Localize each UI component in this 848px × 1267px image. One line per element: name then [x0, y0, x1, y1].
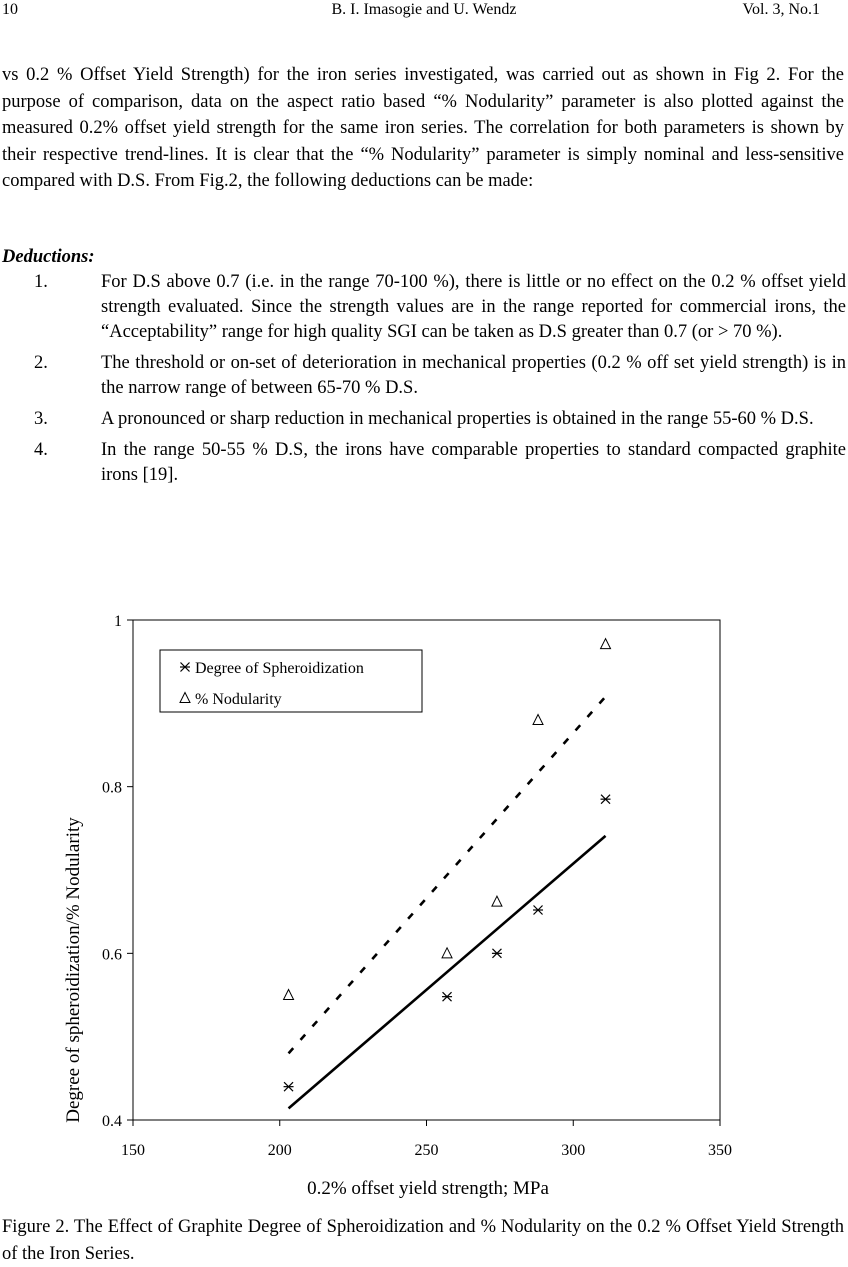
x-tick-label: 150 [121, 1142, 145, 1159]
x-axis-label: 0.2% offset yield strength; MPa [307, 1178, 549, 1199]
y-tick-label: 0.8 [102, 779, 122, 797]
deduction-item [0, 438, 846, 488]
deduction-text: The threshold or on-set of deterioration in mechanical properties (0.2 % off set yield strength) is in the narrow range of between 65-70 % D.S. [101, 353, 846, 398]
deductions-heading: Deductions: [2, 247, 95, 267]
scatter-chart [0, 600, 848, 1210]
spheroidization-point [284, 1082, 294, 1091]
x-tick-label: 350 [708, 1142, 732, 1159]
figure-caption: Figure 2. The Effect of Graphite Degree of Spheroidization and % Nodularity on the 0.2 % Offset Yield Strength of the Iron Series. [2, 1217, 844, 1264]
deduction-number: 1. [34, 272, 48, 292]
chart-legend [160, 650, 422, 712]
deduction-text: A pronounced or sharp reduction in mechanical properties is obtained in the range 55-60 % D.S. [101, 409, 814, 429]
legend-label: % Nodularity [195, 691, 282, 708]
nodularity-point [601, 639, 611, 649]
deduction-number: 4. [34, 440, 48, 460]
x-tick-label: 250 [414, 1142, 439, 1159]
body-paragraph: vs 0.2 % Offset Yield Strength) for the iron series investigated, was carried out as shown in Fig 2. For the purpose of comparison, data on the aspect ratio based “% Nodularity” parameter is also plotted against the measured 0.2% offset yield strength for the same iron series. The correlation for both parameters is shown by their respective trend-lines. It is clear that the “% Nodularity” parameter is simply nominal and less-sensitive compared with D.S. From Fig.2, the following deductions can be made: [2, 65, 844, 191]
nodularity-point [284, 990, 294, 1000]
deduction-number: 2. [34, 353, 48, 373]
running-header-authors: B. I. Imasogie and U. Wendz [331, 1, 517, 18]
y-tick-label: 0.4 [102, 1113, 122, 1130]
spheroidization-point [442, 992, 452, 1001]
deduction-text: In the range 50-55 % D.S, the irons have comparable properties to standard compacted graphite irons [19]. [101, 440, 846, 485]
y-axis-label: Degree of spheroidization/% Nodularity [63, 817, 84, 1123]
nodularity-point [533, 715, 543, 725]
deduction-item [0, 351, 846, 401]
nodularity-point [492, 896, 502, 906]
x-tick-label: 300 [561, 1142, 586, 1159]
deduction-text: For D.S above 0.7 (i.e. in the range 70-100 %), there is little or no effect on the 0.2 % offset yield strength evaluated. Since the strength values are in the range reported for commercial irons, the “Acceptability” range for high quality SGI can be taken as D.S greater than 0.7 (or > 70 %). [101, 272, 846, 342]
deductions-list [0, 270, 846, 494]
deduction-item [0, 270, 846, 345]
legend-label: Degree of Spheroidization [195, 660, 364, 677]
figure-2 [0, 600, 848, 1215]
spheroidization-point [533, 906, 543, 915]
nodularity-point [442, 948, 452, 958]
page-number: 10 [2, 1, 18, 18]
spheroidization-point [601, 795, 611, 804]
running-header-volume: Vol. 3, No.1 [742, 1, 820, 18]
deduction-number: 3. [34, 409, 48, 429]
spheroidization-point [492, 949, 502, 958]
x-tick-label: 200 [267, 1142, 292, 1159]
y-tick-label: 1 [114, 613, 122, 630]
deduction-item [0, 407, 846, 432]
y-tick-label: 0.6 [102, 946, 122, 964]
